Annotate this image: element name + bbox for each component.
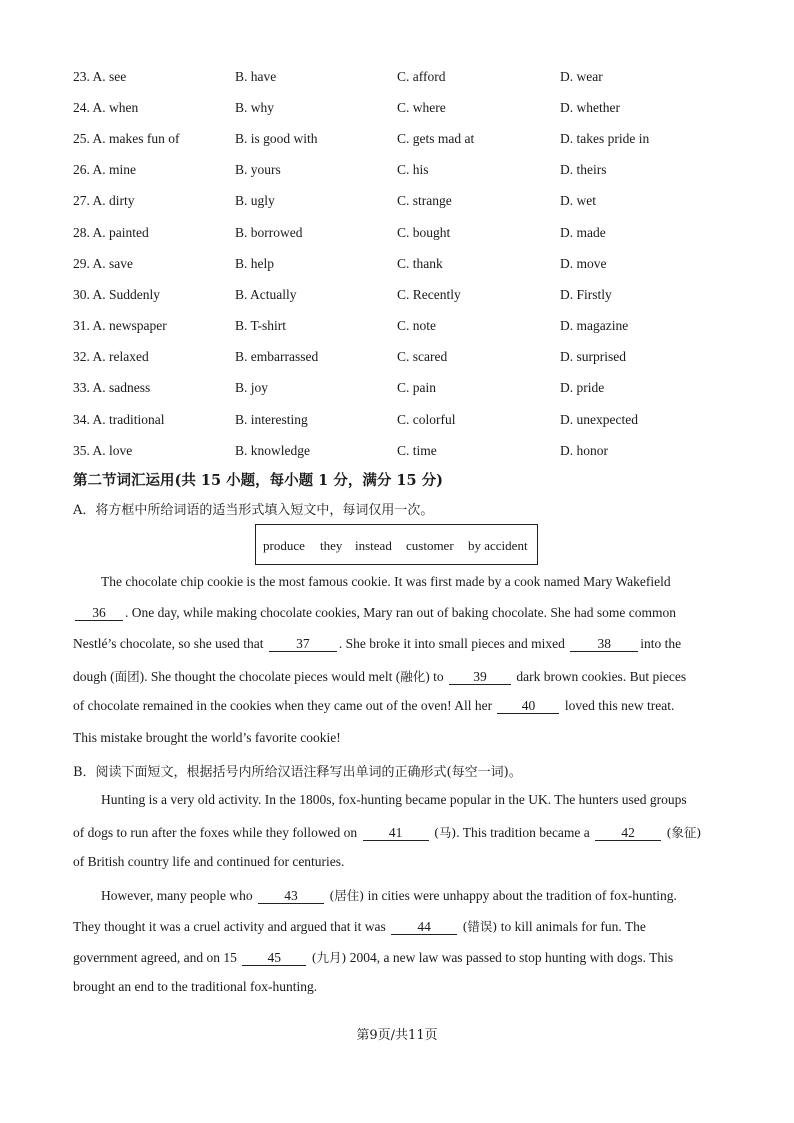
passage-line — [73, 636, 681, 652]
word-box — [255, 524, 538, 565]
gloss: (马) — [433, 825, 457, 840]
blank-41[interactable]: 41 — [363, 825, 429, 841]
option-a: 35. A. love — [73, 443, 133, 458]
option-a: 34. A. traditional — [73, 412, 165, 427]
option-c: C. gets mad at — [397, 131, 475, 146]
passage-text: However, many people who — [101, 888, 253, 903]
option-c: C. pain — [397, 380, 436, 395]
option-d: D. theirs — [560, 162, 607, 177]
option-c: C. time — [397, 443, 437, 458]
option-c: C. Recently — [397, 287, 461, 302]
passage-line — [73, 917, 646, 935]
option-b: B. have — [235, 69, 277, 84]
option-a: 27. A. dirty — [73, 193, 135, 208]
option-row-29 — [0, 256, 794, 276]
option-a: 28. A. painted — [73, 225, 149, 240]
option-d: D. made — [560, 225, 606, 240]
option-d: D. wear — [560, 69, 603, 84]
option-a: 24. A. when — [73, 100, 139, 115]
option-d: D. surprised — [560, 349, 626, 364]
passage-text: 2004, a new law was passed to stop hunting with dogs. This — [349, 950, 674, 965]
option-b: B. Actually — [235, 287, 297, 302]
option-c: C. afford — [397, 69, 446, 84]
option-row-30 — [0, 287, 794, 307]
option-row-26 — [0, 162, 794, 182]
passage-text: to kill animals for fun. The — [500, 919, 646, 934]
option-c: C. thank — [397, 256, 443, 271]
option-b: B. help — [235, 256, 274, 271]
blank-42[interactable]: 42 — [595, 825, 661, 841]
option-d: D. magazine — [560, 318, 629, 333]
option-d: D. wet — [560, 193, 596, 208]
gloss: 融化 — [400, 669, 426, 684]
option-c: C. bought — [397, 225, 451, 240]
option-row-35 — [0, 443, 794, 463]
gloss: (居住) — [329, 888, 365, 903]
gloss: 面团 — [114, 669, 140, 684]
part-a-instructions: A．将方框中所给词语的适当形式填入短文中，每词仅用一次。 — [73, 503, 434, 518]
passage-line — [73, 948, 673, 966]
option-row-23 — [0, 69, 794, 89]
word-box-item: produce — [263, 538, 305, 553]
option-b: B. why — [235, 100, 275, 115]
option-b: B. borrowed — [235, 225, 303, 240]
option-row-34 — [0, 412, 794, 432]
option-d: D. Firstly — [560, 287, 612, 302]
option-row-24 — [0, 100, 794, 120]
passage-text: loved this new treat. — [564, 698, 675, 713]
option-d: D. unexpected — [560, 412, 638, 427]
passage-text: ). She thought the chocolate pieces would melt ( — [139, 669, 401, 684]
word-box-item: they — [320, 538, 343, 553]
option-row-25 — [0, 131, 794, 151]
option-c: C. note — [397, 318, 436, 333]
option-c: C. his — [397, 162, 429, 177]
option-a: 26. A. mine — [73, 162, 136, 177]
option-b: B. knowledge — [235, 443, 310, 458]
passage-line — [73, 698, 674, 714]
blank-45[interactable]: 45 — [242, 950, 306, 966]
option-c: C. where — [397, 100, 446, 115]
option-d: D. pride — [560, 380, 605, 395]
option-b: B. T-shirt — [235, 318, 287, 333]
page-number: 第9页/共11页 — [356, 1028, 438, 1043]
blank-36[interactable]: 36 — [75, 605, 123, 621]
option-d: D. honor — [560, 443, 608, 458]
passage-text: government agreed, and on 15 — [73, 950, 237, 965]
option-b: B. interesting — [235, 412, 308, 427]
word-box-item: by accident — [468, 538, 528, 553]
passage-text: dark brown cookies. But pieces — [516, 669, 687, 684]
option-row-28 — [0, 225, 794, 245]
blank-44[interactable]: 44 — [391, 919, 457, 935]
option-row-32 — [0, 349, 794, 369]
option-a: 31. A. newspaper — [73, 318, 167, 333]
passage-text: ) to — [425, 669, 444, 684]
passage-line: brought an end to the traditional fox-hunting. — [73, 979, 318, 994]
option-b: B. yours — [235, 162, 281, 177]
section-title: 第二节词汇运用(共 15 小题，每小题 1 分，满分 15 分) — [73, 472, 443, 489]
option-d: D. takes pride in — [560, 131, 650, 146]
blank-37[interactable]: 37 — [269, 636, 337, 652]
passage-line — [73, 667, 686, 685]
blank-38[interactable]: 38 — [570, 636, 638, 652]
passage-text: Nestlé’s chocolate, so she used that — [73, 636, 264, 651]
passage-line: of British country life and continued for centuries. — [73, 854, 345, 869]
option-a: 32. A. relaxed — [73, 349, 149, 364]
word-box-item: customer — [406, 538, 454, 553]
option-b: B. ugly — [235, 193, 275, 208]
option-a: 23. A. see — [73, 69, 127, 84]
option-d: D. move — [560, 256, 607, 271]
passage-line — [73, 605, 676, 621]
passage-text: of dogs to run after the foxes while they followed on — [73, 825, 358, 840]
passage-line: This mistake brought the world’s favorite cookie! — [73, 730, 341, 745]
option-b: B. is good with — [235, 131, 318, 146]
passage-text: in cities were unhappy about the tradition of fox-hunting. — [367, 888, 677, 903]
gloss: (九月) — [311, 950, 347, 965]
passage-text: . She broke it into small pieces and mixed — [338, 636, 565, 651]
passage-text: . One day, while making chocolate cookies, Mary ran out of baking chocolate. She had some common — [125, 605, 676, 620]
word-box-item: instead — [355, 538, 392, 553]
option-a: 25. A. makes fun of — [73, 131, 180, 146]
option-b: B. joy — [235, 380, 269, 395]
option-a: 30. A. Suddenly — [73, 287, 161, 302]
option-a: 33. A. sadness — [73, 380, 151, 395]
option-c: C. scared — [397, 349, 448, 364]
passage-text: . This tradition became a — [456, 825, 590, 840]
passage-text: of chocolate remained in the cookies when they came out of the oven! All her — [73, 698, 493, 713]
option-row-27 — [0, 193, 794, 213]
option-row-31 — [0, 318, 794, 338]
passage-line — [73, 823, 701, 841]
option-a: 29. A. save — [73, 256, 133, 271]
option-d: D. whether — [560, 100, 620, 115]
option-c: C. colorful — [397, 412, 456, 427]
gloss: (错误) — [462, 919, 498, 934]
blank-39[interactable]: 39 — [449, 669, 511, 685]
gloss: (象征) — [666, 825, 702, 840]
passage-text: They thought it was a cruel activity and argued that it was — [73, 919, 386, 934]
passage-line: Hunting is a very old activity. In the 1800s, fox-hunting became popular in the UK. The hunters used groups — [101, 792, 687, 807]
option-c: C. strange — [397, 193, 452, 208]
option-row-33 — [0, 380, 794, 400]
passage-text: dough ( — [73, 669, 115, 684]
passage-text: into the — [640, 636, 682, 651]
passage-line — [101, 886, 677, 904]
option-b: B. embarrassed — [235, 349, 319, 364]
blank-40[interactable]: 40 — [497, 698, 559, 714]
passage-line: The chocolate chip cookie is the most famous cookie. It was first made by a cook named Mary Wakefield — [101, 574, 671, 589]
blank-43[interactable]: 43 — [258, 888, 324, 904]
part-b-instructions: B．阅读下面短文，根据括号内所给汉语注释写出单词的正确形式(每空一词)。 — [73, 765, 522, 780]
